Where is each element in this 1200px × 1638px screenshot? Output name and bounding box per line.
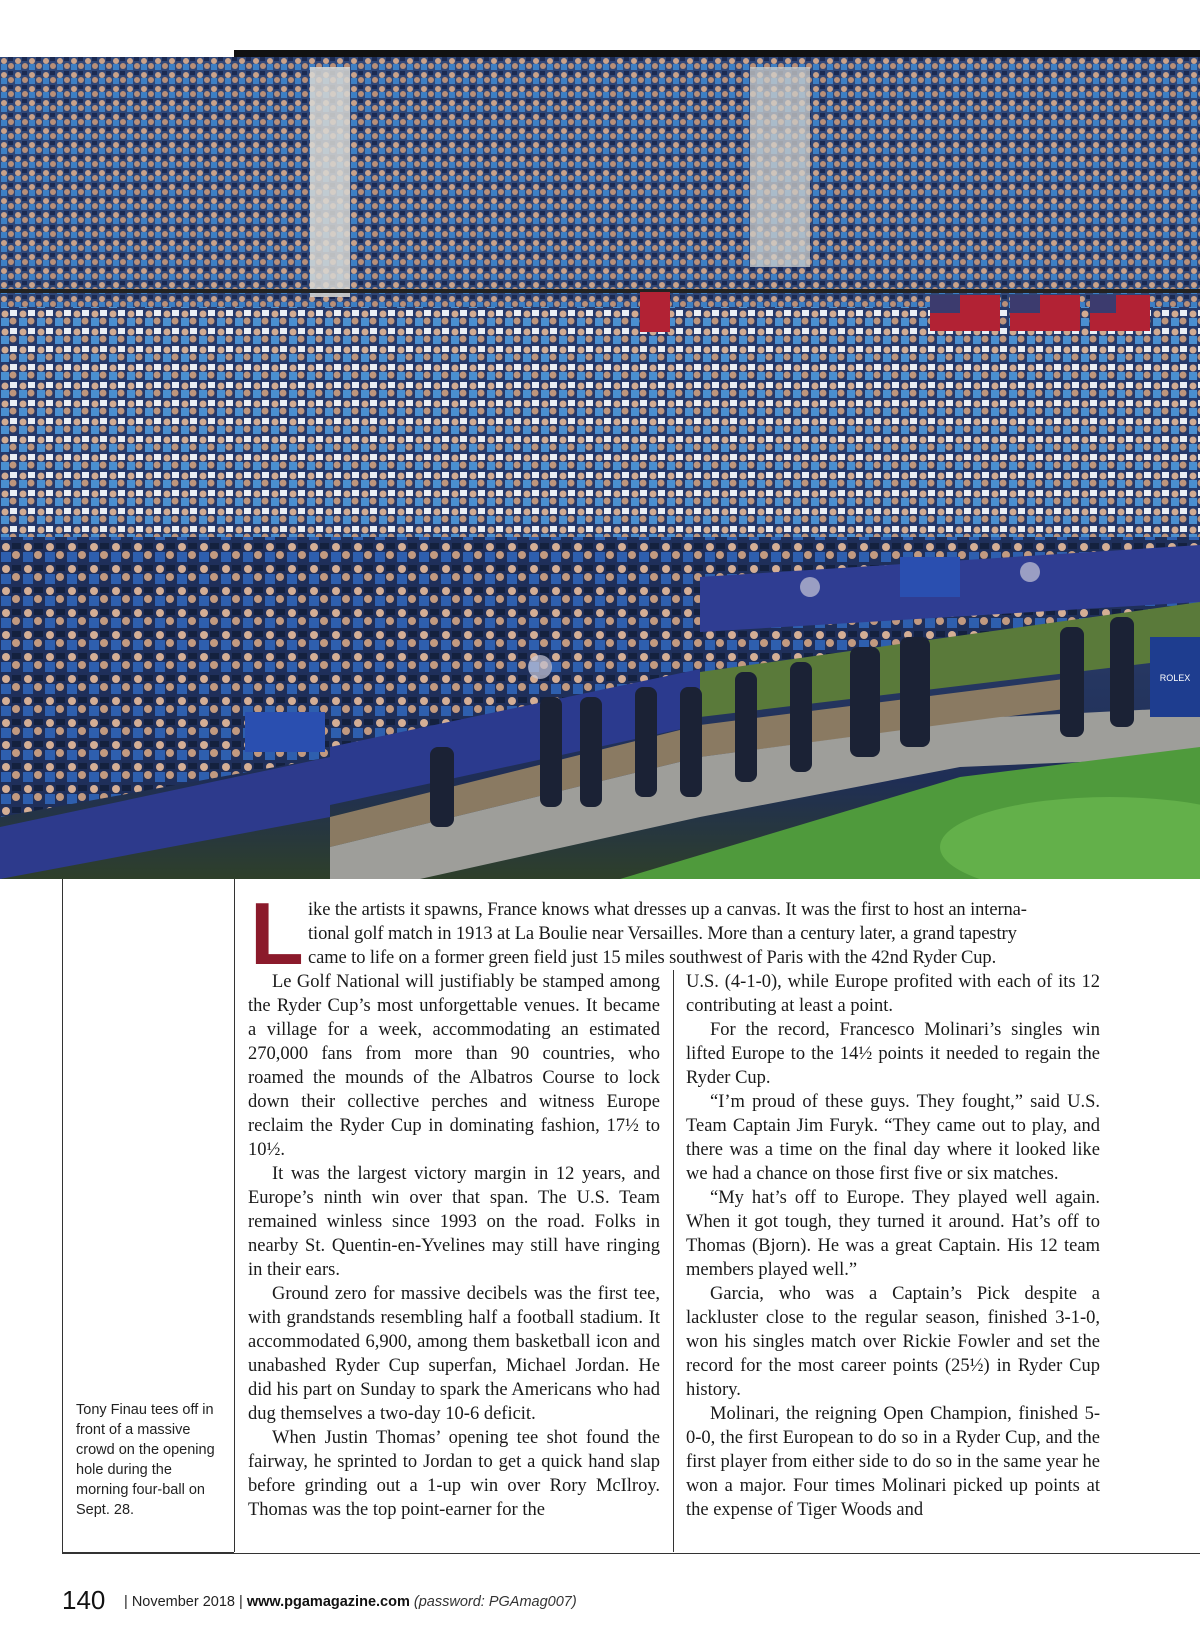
- top-rule: [234, 50, 1200, 57]
- issue-date: November 2018: [131, 1594, 235, 1610]
- page-number: 140: [62, 1585, 106, 1615]
- drop-cap: [250, 900, 304, 968]
- crowd-illustration: [0, 57, 1200, 879]
- paragraph: “My hat’s off to Europe. They played well again. When it got tough, they turned it around. Hat’s off to Thomas (Bjorn). He was a great Captain. His 12 team members played well.”: [686, 1188, 1100, 1280]
- photo-caption: Tony Finau tees off in front of a massive crowd on the opening hole during the morning four-ball on Sept. 28.: [76, 1402, 215, 1518]
- paragraph: Garcia, who was a Captain’s Pick despite a lackluster close to the regular season, finished 3-1-0, won his singles match over Rickie Fowler and set the record for the most career points (25½) in Ryder Cup history.: [686, 1284, 1100, 1400]
- website-link[interactable]: www.pgamagazine.com: [246, 1594, 410, 1610]
- ryder-cup-crowd-photo: [0, 57, 1200, 879]
- paragraph: Molinari, the reigning Open Champion, finished 5-0-0, the first European to do so in a Ryder Cup, and the first player from either side to do so in the same year he won a major. Four times Molinari picked up points at the expense of Tiger Woods and: [686, 1404, 1100, 1520]
- article-left-column: [248, 970, 660, 1522]
- article-right-column: [686, 970, 1100, 1522]
- rolex-sign-text: ROLEX: [1159, 673, 1191, 683]
- paragraph: “I’m proud of these guys. They fought,” said U.S. Team Captain Jim Furyk. “They came out to play, and there was a time on the final day where it looked like we had a chance on those first five or six matches.: [686, 1092, 1100, 1184]
- paragraph: It was the largest victory margin in 12 years, and Europe’s ninth win over that span. The U.S. Team remained winless since 1993 on the road. Folks in nearby St. Quentin-en-Yvelines may still have ringing in their ears.: [248, 1164, 660, 1280]
- password-note: (password: PGAmag007): [413, 1594, 577, 1610]
- lead-line-2: tional golf match in 1913 at La Boulie near Versailles. More than a century later, a grand tapestry: [308, 924, 1017, 944]
- column-divider: [673, 970, 674, 1552]
- lead-line-1: ike the artists it spawns, France knows what dresses up a canvas. It was the first to host an interna-: [308, 900, 1027, 920]
- paragraph: When Justin Thomas’ opening tee shot found the fairway, he sprinted to Jordan to get a quick hand slap before grinding out a 1-up win over Rory McIlroy. Thomas was the top point-earner for the: [248, 1428, 660, 1520]
- drop-cap-letter: L: [250, 900, 304, 968]
- footer-info: [124, 1594, 577, 1610]
- paragraph: Ground zero for massive decibels was the first tee, with grandstands resembling half a football stadium. It accommodated 6,900, among them basketball icon and unabashed Ryder Cup superfan, Michael Jordan. He did his part on Sunday to spark the Americans who had dug themselves a two-day 10-6 deficit.: [248, 1284, 660, 1424]
- paragraph: U.S. (4-1-0), while Europe profited with each of its 12 contributing at least a point.: [686, 972, 1100, 1016]
- footer-separator: |: [124, 1594, 128, 1610]
- caption-column-left-rule: [62, 879, 63, 1552]
- footer-separator: |: [239, 1594, 243, 1610]
- caption-column-right-rule: [234, 879, 235, 1552]
- footer-rule: [62, 1553, 1200, 1554]
- lead-line-3: came to life on a former green field just 15 miles southwest of Paris with the 42nd Ryder Cup.: [308, 948, 997, 968]
- paragraph: For the record, Francesco Molinari’s singles win lifted Europe to the 14½ points it needed to regain the Ryder Cup.: [686, 1020, 1100, 1088]
- paragraph: Le Golf National will justifiably be stamped among the Ryder Cup’s most unforgettable venues. It became a village for a week, accommodating an estimated 270,000 fans from more than 90 countries, who roamed the mounds of the Albatros Course to lock down their collective perches and witness Europe reclaim the Ryder Cup in dominating fashion, 17½ to 10½.: [248, 972, 660, 1160]
